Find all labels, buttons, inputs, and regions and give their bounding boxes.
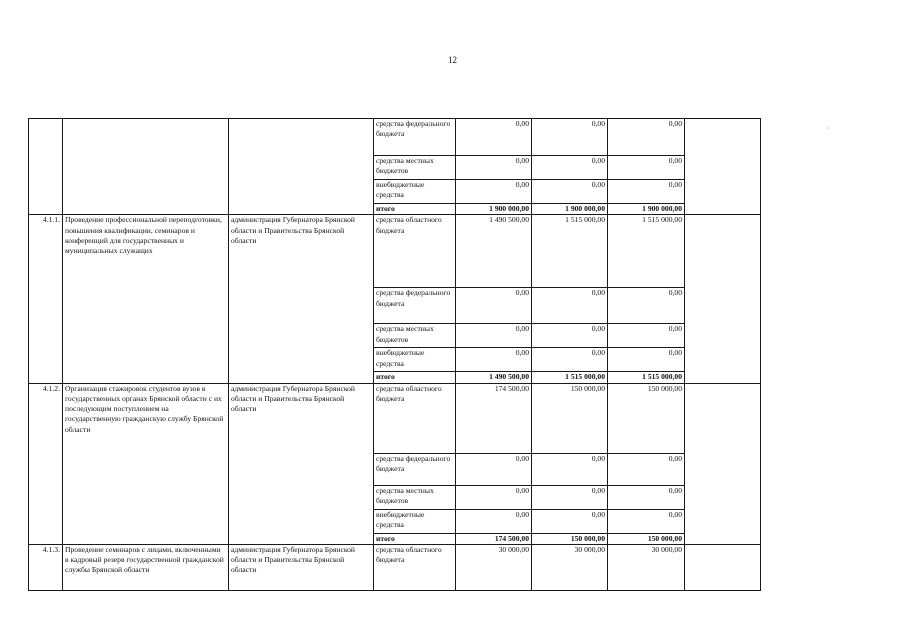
item-executor-cell: администрация Губернатора Брянской области и Правительства Брянской области	[229, 383, 374, 544]
funding-source-cell: внебюджетные средства	[374, 180, 456, 204]
margin-mark: ·	[826, 124, 829, 133]
funding-source-cell: средства областного бюджета	[374, 215, 456, 288]
amount-cell: 0,00	[456, 156, 532, 180]
amount-cell: 0,00	[608, 453, 685, 485]
amount-cell: 0,00	[532, 180, 608, 204]
total-label: итого	[374, 372, 456, 383]
empty-cell	[685, 119, 761, 215]
amount-cell: 0,00	[608, 119, 685, 156]
total-amount: 174 500,00	[456, 533, 532, 544]
total-amount: 1 900 000,00	[532, 204, 608, 215]
funding-source-cell: средства областного бюджета	[374, 544, 456, 590]
amount-cell: 150 000,00	[532, 383, 608, 453]
amount-cell: 0,00	[532, 119, 608, 156]
table-row	[29, 544, 761, 590]
amount-cell: 150 000,00	[608, 383, 685, 453]
total-amount: 1 900 000,00	[456, 204, 532, 215]
item-name-cell: Проведение профессиональной переподготовки, повышения квалификации, семинаров и конференций для государственных и муниципальных служащих	[63, 215, 229, 383]
item-executor-cell	[229, 119, 374, 215]
item-name-cell	[63, 119, 229, 215]
table-row	[29, 215, 761, 288]
amount-cell: 1 490 500,00	[456, 215, 532, 288]
item-number-cell: 4.1.2.	[29, 383, 63, 544]
amount-cell: 0,00	[456, 485, 532, 509]
funding-source-cell: средства местных бюджетов	[374, 324, 456, 348]
total-amount: 150 000,00	[608, 533, 685, 544]
budget-table	[28, 118, 761, 591]
funding-source-cell: средства федерального бюджета	[374, 288, 456, 324]
total-amount: 1 515 000,00	[532, 372, 608, 383]
item-name-cell: Проведение семинаров с лицами, включенными в кадровый резерв государственной гражданской службы Брянской области	[63, 544, 229, 590]
total-amount: 1 515 000,00	[608, 372, 685, 383]
funding-source-cell: средства федерального бюджета	[374, 453, 456, 485]
table-row	[29, 383, 761, 453]
funding-source-cell: внебюджетные средства	[374, 348, 456, 372]
item-executor-cell: администрация Губернатора Брянской области и Правительства Брянской области	[229, 215, 374, 383]
amount-cell: 0,00	[532, 453, 608, 485]
amount-cell: 0,00	[608, 156, 685, 180]
amount-cell: 0,00	[608, 324, 685, 348]
total-label: итого	[374, 533, 456, 544]
empty-cell	[685, 383, 761, 544]
total-amount: 1 490 500,00	[456, 372, 532, 383]
funding-source-cell: средства областного бюджета	[374, 383, 456, 453]
amount-cell: 0,00	[456, 119, 532, 156]
item-executor-cell: администрация Губернатора Брянской области и Правительства Брянской области	[229, 544, 374, 590]
page-number: 12	[448, 55, 457, 65]
amount-cell: 0,00	[532, 288, 608, 324]
total-amount: 1 900 000,00	[608, 204, 685, 215]
item-name-cell: Организация стажировок студентов вузов в государственных органах Брянской области с их последующим поступлением на государственную гражданскую службу Брянской области	[63, 383, 229, 544]
amount-cell: 0,00	[456, 509, 532, 533]
amount-cell: 30 000,00	[532, 544, 608, 590]
funding-source-cell: внебюджетные средства	[374, 509, 456, 533]
table-row	[29, 119, 761, 156]
empty-cell	[685, 215, 761, 383]
amount-cell: 0,00	[532, 485, 608, 509]
item-number-cell	[29, 119, 63, 215]
total-label: итого	[374, 204, 456, 215]
amount-cell: 0,00	[532, 324, 608, 348]
empty-cell	[685, 544, 761, 590]
amount-cell: 1 515 000,00	[532, 215, 608, 288]
funding-source-cell: средства местных бюджетов	[374, 485, 456, 509]
amount-cell: 0,00	[608, 180, 685, 204]
amount-cell: 0,00	[456, 180, 532, 204]
amount-cell: 0,00	[532, 156, 608, 180]
amount-cell: 0,00	[456, 288, 532, 324]
amount-cell: 0,00	[608, 509, 685, 533]
amount-cell: 30 000,00	[456, 544, 532, 590]
item-number-cell: 4.1.3.	[29, 544, 63, 590]
amount-cell: 0,00	[608, 485, 685, 509]
total-amount: 150 000,00	[532, 533, 608, 544]
funding-source-cell: средства местных бюджетов	[374, 156, 456, 180]
amount-cell: 0,00	[456, 453, 532, 485]
amount-cell: 0,00	[608, 288, 685, 324]
amount-cell: 0,00	[532, 348, 608, 372]
item-number-cell: 4.1.1.	[29, 215, 63, 383]
amount-cell: 0,00	[608, 348, 685, 372]
amount-cell: 1 515 000,00	[608, 215, 685, 288]
amount-cell: 0,00	[532, 509, 608, 533]
amount-cell: 30 000,00	[608, 544, 685, 590]
amount-cell: 0,00	[456, 348, 532, 372]
funding-source-cell: средства федерального бюджета	[374, 119, 456, 156]
amount-cell: 0,00	[456, 324, 532, 348]
amount-cell: 174 500,00	[456, 383, 532, 453]
